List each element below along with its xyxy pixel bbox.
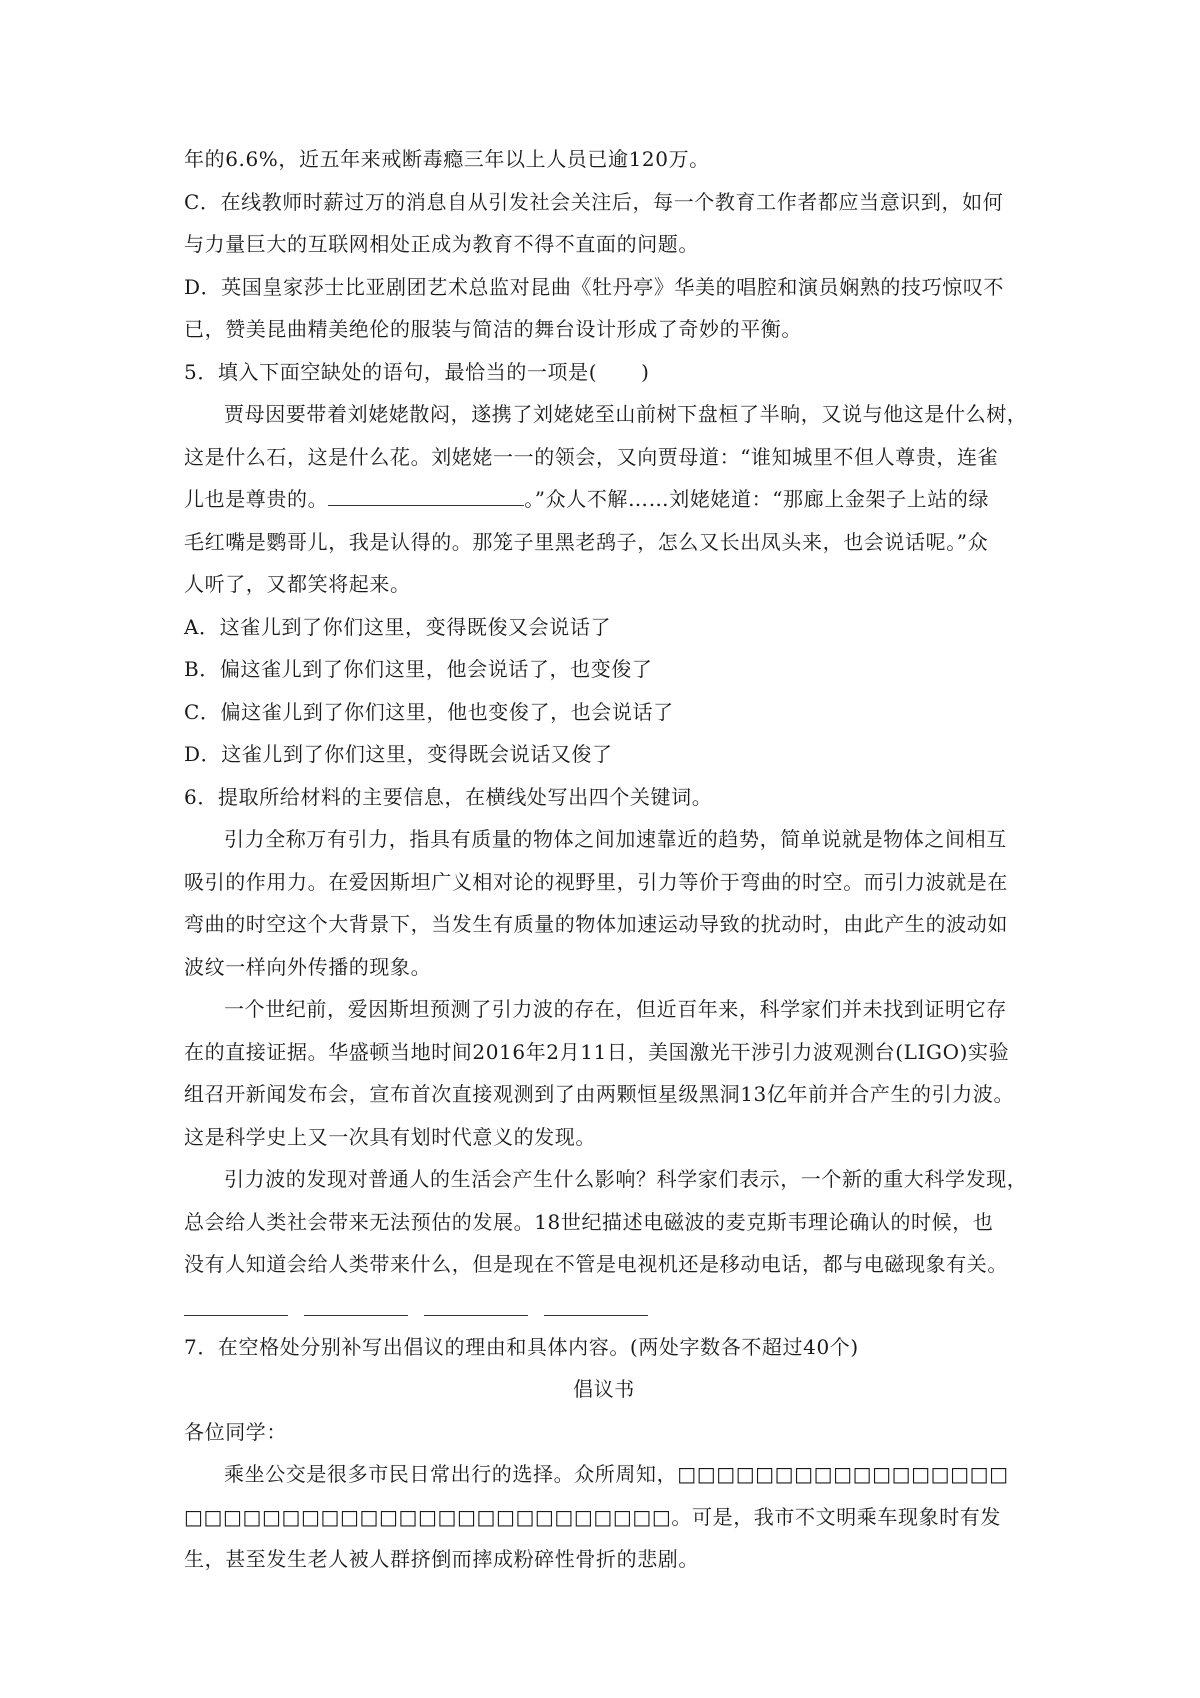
q6-para3-line3: 没有人知道会给人类带来什么，但是现在不管是电视机还是移动电话，都与电磁现象有关。: [184, 1252, 1008, 1276]
q5-stem-text: 5．填入下面空缺处的语句，最恰当的一项是(: [184, 359, 598, 384]
q7-stem: 7．在空格处分别补写出倡议的理由和具体内容。(两处字数各不超过40个): [184, 1334, 859, 1359]
q5-option-d: D．这雀儿到了你们这里，变得既会说话又俊了: [184, 742, 613, 766]
proposal-title: 倡议书: [573, 1377, 635, 1401]
q5-option-c: C．偏这雀儿到了你们这里，他也变俊了，也会说话了: [184, 699, 674, 724]
q4-tail: 年的6.6%，近五年来戒断毒瘾三年以上人员已逾120万。: [184, 147, 710, 171]
fill-in-blank[interactable]: [328, 487, 524, 506]
q4-option-c-line1: C．在线教师时薪过万的消息自从引发社会关注后，每一个教育工作者都应当意识到，如何: [184, 189, 1004, 214]
keyword-blank-1[interactable]: [184, 1314, 288, 1316]
q5-passage-line3-before: 儿也是尊贵的。: [184, 487, 329, 511]
q6-para2-line2: 在的直接证据。华盛顿当地时间2016年2月11日，美国激光干涉引力波观测台(LIGO)实验: [184, 1039, 1010, 1064]
q4-option-d-line1: D．英国皇家莎士比亚剧团艺术总监对昆曲《牡丹亭》华美的唱腔和演员娴熟的技巧惊叹不: [184, 274, 1005, 299]
q6-para1-line3: 弯曲的时空这个大背景下，当发生有质量的物体加速运动导致的扰动时，由此产生的波动如: [184, 912, 1008, 936]
q5-option-a: A．这雀儿到了你们这里，变得既俊又会说话了: [184, 614, 612, 639]
q6-para1-line1: 引力全称万有引力，指具有质量的物体之间加速靠近的趋势，简单说就是物体之间相互: [224, 827, 1007, 851]
q6-para1-line2: 吸引的作用力。在爱因斯坦广义相对论的视野里，引力等价于弯曲的时空。而引力波就是在: [184, 869, 1008, 894]
q6-para2-line1: 一个世纪前，爱因斯坦预测了引力波的存在，但近百年来，科学家们并未找到证明它存: [224, 997, 1007, 1021]
proposal-line3: 生，甚至发生老人被人群挤倒而摔成粉碎性骨折的悲剧。: [184, 1547, 699, 1571]
keyword-blanks: [184, 1286, 1024, 1316]
q5-passage-line3: [184, 478, 1024, 521]
keyword-blank-2[interactable]: [304, 1314, 408, 1316]
q4-option-d-line2: 已，赞美昆曲精美绝伦的服装与简洁的舞台设计形成了奇妙的平衡。: [184, 317, 802, 341]
keyword-blank-3[interactable]: [424, 1314, 528, 1316]
proposal-line1: 乘坐公交是很多市民日常出行的选择。众所周知，□□□□□□□□□□□□□□□□□: [224, 1462, 1009, 1486]
proposal-greeting: 各位同学：: [184, 1419, 287, 1444]
q6-stem: 6．提取所给材料的主要信息，在横线处写出四个关键词。: [184, 784, 713, 809]
keyword-blank-4[interactable]: [544, 1314, 648, 1316]
q6-para3-line2: 总会给人类社会带来无法预估的发展。18世纪描述电磁波的麦克斯韦理论确认的时候，也: [184, 1209, 994, 1234]
q5-passage-line5: 人听了，又都笑将起来。: [184, 572, 411, 596]
q5-option-b: B．偏这雀儿到了你们这里，他会说话了，也变俊了: [184, 657, 653, 681]
exam-page: [184, 138, 1028, 1581]
q5-stem: [184, 351, 1024, 394]
q4-option-c-line2: 与力量巨大的互联网相处正成为教育不得不直面的问题。: [184, 232, 699, 256]
proposal-line2: □□□□□□□□□□□□□□□□□□□□□□□□□。可是，我市不文明乘车现象时有发: [184, 1504, 1002, 1529]
q5-stem-close: ): [641, 359, 650, 384]
q5-passage-line4: 毛红嘴是鹦哥儿，我是认得的。那笼子里黑老鸹子，怎么又长出凤头来，也会说话呢。”众: [184, 529, 989, 554]
q5-passage-line1: 贾母因要带着刘姥姥散闷，遂携了刘姥姥至山前树下盘桓了半晌，又说与他这是什么树，: [224, 402, 1028, 426]
q6-para1-line4: 波纹一样向外传播的现象。: [184, 954, 432, 979]
q6-para3-line1: 引力波的发现对普通人的生活会产生什么影响？科学家们表示，一个新的重大科学发现，: [224, 1167, 1028, 1191]
q5-passage-line3-after: 。”众人不解……刘姥姥道：“那廊上金架子上站的绿: [524, 487, 990, 511]
q6-para2-line3: 组召开新闻发布会，宣布首次直接观测到了由两颗恒星级黑洞13亿年前并合产生的引力波。: [184, 1082, 1015, 1106]
q5-passage-line2: 这是什么石，这是什么花。刘姥姥一一的领会，又向贾母道：“谁知城里不但人尊贵，连雀: [184, 444, 999, 469]
q6-para2-line4: 这是科学史上又一次具有划时代意义的发现。: [184, 1124, 596, 1149]
